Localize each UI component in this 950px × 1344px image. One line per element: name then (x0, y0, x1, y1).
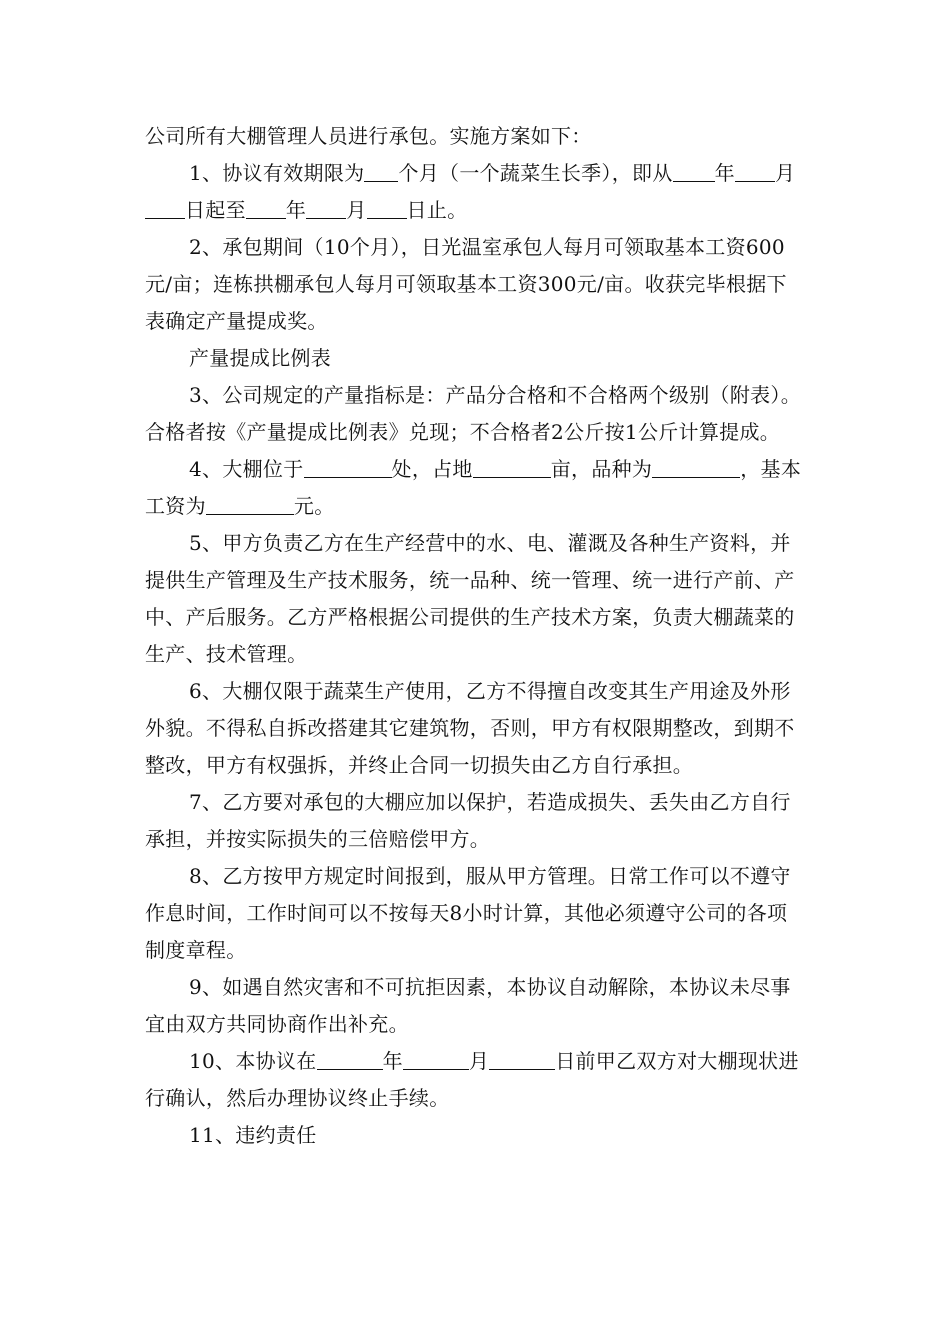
clause-8: 8、乙方按甲方规定时间报到，服从甲方管理。日常工作可以不遵守作息时间，工作时间可以不按每天8小时计算，其他必须遵守公司的各项制度章程。 (145, 864, 791, 962)
clause-1 (145, 155, 805, 229)
clause-9: 9、如遇自然灾害和不可抗拒因素，本协议自动解除，本协议未尽事宜由双方共同协商作出补充。 (145, 975, 791, 1036)
clause-4-text-a: 4、大棚位于 (189, 457, 304, 481)
blank-area (473, 455, 551, 478)
intro-line: 公司所有大棚管理人员进行承包。实施方案如下： (145, 124, 592, 148)
blank-end-year (246, 196, 286, 219)
clause-4-text-f: 元。 (293, 494, 335, 518)
clause-10-text-d: 日前甲乙双方对大棚现状进行确认，然后办理协议终止手续。 (145, 1049, 799, 1110)
clause-1-text-h: 日止。 (406, 198, 468, 222)
clause-1-text-b: 个月（一个蔬菜生长季），即从 (398, 161, 673, 185)
clause-10-text-a: 10、本协议在 (189, 1049, 317, 1073)
blank-months (364, 159, 398, 182)
blank-start-month (735, 159, 775, 182)
blank-base-salary (206, 492, 294, 515)
clause-2: 2、承包期间（10个月），日光温室承包人每月可领取基本工资600元/亩；连栋拱棚承包人每月可领取基本工资300元/亩。收获完毕根据下表确定产量提成奖。 (145, 235, 787, 333)
clause-4-text-b: 处，占地 (391, 457, 473, 481)
document-body (145, 118, 805, 1154)
clause-5: 5、甲方负责乙方在生产经营中的水、电、灌溉及各种生产资料，并提供生产管理及生产技术服务，统一品种、统一管理、统一进行产前、产中、产后服务。乙方严格根据公司提供的生产技术方案，负责大棚蔬菜的生产、技术管理。 (145, 531, 795, 666)
clause-4-text-c: 亩，品种为 (550, 457, 653, 481)
clause-4 (145, 451, 805, 525)
clause-11-heading: 11、违约责任 (189, 1123, 317, 1147)
blank-variety (652, 455, 740, 478)
table-title: 产量提成比例表 (189, 346, 332, 370)
blank-term-day (489, 1047, 555, 1070)
clause-4-text-e: 基本工资为 (145, 457, 802, 518)
blank-term-year (317, 1047, 383, 1070)
blank-location (304, 455, 392, 478)
blank-start-year (673, 159, 715, 182)
clause-1-text-f: 年 (285, 198, 307, 222)
clause-10-text-b: 年 (382, 1049, 403, 1073)
clause-7: 7、乙方要对承包的大棚应加以保护，若造成损失、丢失由乙方自行承担，并按实际损失的三倍赔偿甲方。 (145, 790, 791, 851)
clause-3: 3、公司规定的产量指标是：产品分合格和不合格两个级别（附表）。合格者按《产量提成比例表》兑现；不合格者2公斤按1公斤计算提成。 (145, 383, 802, 444)
clause-1-text-a: 1、协议有效期限为 (189, 161, 365, 185)
clause-1-text-d: 月 (774, 161, 796, 185)
blank-term-month (403, 1047, 469, 1070)
clause-1-text-e: 日起至 (185, 198, 246, 222)
blank-start-day (145, 196, 185, 219)
clause-1-text-c: 年 (714, 161, 735, 185)
clause-6: 6、大棚仅限于蔬菜生产使用，乙方不得擅自改变其生产用途及外形外貌。不得私自拆改搭建其它建筑物，否则，甲方有权限期整改，到期不整改，甲方有权强拆，并终止合同一切损失由乙方自行承担。 (145, 679, 795, 777)
clause-10 (145, 1043, 805, 1117)
clause-4-text-d: ， (740, 457, 761, 481)
clause-10-text-c: 月 (468, 1049, 490, 1073)
clause-1-text-g: 月 (346, 198, 367, 222)
blank-end-day (367, 196, 407, 219)
blank-end-month (306, 196, 346, 219)
